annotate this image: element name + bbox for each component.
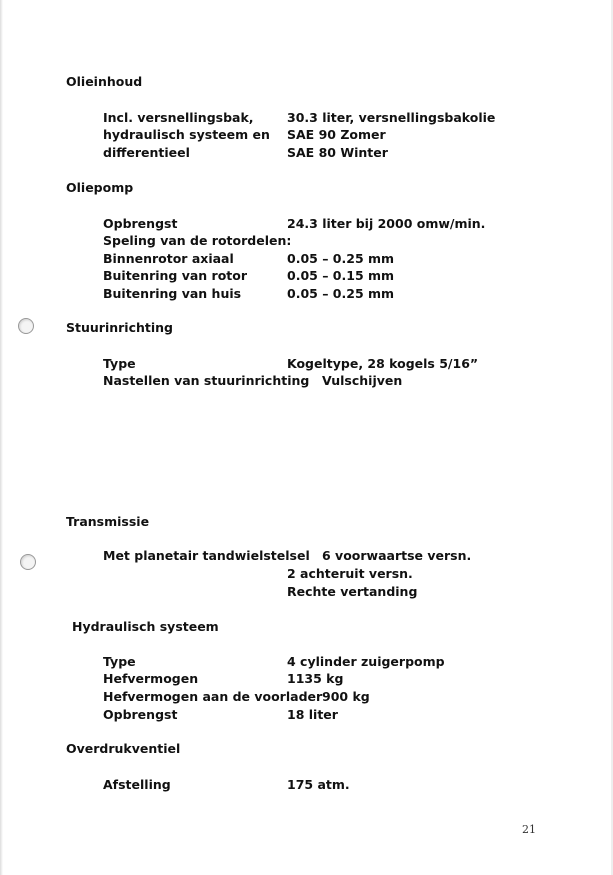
hydraulisch-value-2: 1135 kg [287,671,344,686]
oliepomp-value-5: 0.05 – 0.25 mm [287,286,395,301]
hydraulisch-label-3: Hefvermogen aan de voorlader [103,689,323,704]
stuurinrichting-value-2: Vulschijven [322,373,403,388]
page-number: 21 [522,823,536,836]
hydraulisch-label-4: Opbrengst [103,707,178,722]
heading-olieinhoud: Olieinhoud [66,74,143,89]
heading-oliepomp: Oliepomp [66,180,134,195]
olieinhoud-value-3: SAE 80 Winter [287,145,388,160]
oliepomp-label-1: Opbrengst [103,216,178,231]
heading-hydraulisch-systeem: Hydraulisch systeem [72,619,219,634]
oliepomp-value-4: 0.05 – 0.15 mm [287,268,395,283]
oliepomp-label-2: Speling van de rotordelen: [103,233,292,248]
oliepomp-label-3: Binnenrotor axiaal [103,251,234,266]
olieinhoud-value-2: SAE 90 Zomer [287,127,386,142]
hydraulisch-label-2: Hefvermogen [103,671,199,686]
hydraulisch-value-3: 900 kg [322,689,370,704]
oliepomp-label-5: Buitenring van huis [103,286,242,301]
olieinhoud-label-3: differentieel [103,145,190,160]
scan-edge-left [0,0,3,875]
heading-transmissie: Transmissie [66,514,150,529]
punch-hole-top [18,318,34,334]
transmissie-value-1: 6 voorwaartse versn. [322,548,472,563]
hydraulisch-value-4: 18 liter [287,707,338,722]
transmissie-value-2: 2 achteruit versn. [287,566,413,581]
stuurinrichting-label-2: Nastellen van stuurinrichting [103,373,310,388]
overdrukventiel-label-1: Afstelling [103,777,171,792]
oliepomp-label-4: Buitenring van rotor [103,268,248,283]
heading-stuurinrichting: Stuurinrichting [66,320,173,335]
olieinhoud-label-1: Incl. versnellingsbak, [103,110,254,125]
oliepomp-value-1: 24.3 liter bij 2000 omw/min. [287,216,486,231]
overdrukventiel-value-1: 175 atm. [287,777,350,792]
heading-overdrukventiel: Overdrukventiel [66,741,181,756]
stuurinrichting-label-1: Type [103,356,136,371]
oliepomp-value-3: 0.05 – 0.25 mm [287,251,395,266]
punch-hole-bottom [20,554,36,570]
olieinhoud-label-2: hydraulisch systeem en [103,127,270,142]
olieinhoud-value-1: 30.3 liter, versnellingsbakolie [287,110,496,125]
stuurinrichting-value-1: Kogeltype, 28 kogels 5/16” [287,356,479,371]
transmissie-label: Met planetair tandwielstelsel [103,548,310,563]
hydraulisch-label-1: Type [103,654,136,669]
hydraulisch-value-1: 4 cylinder zuigerpomp [287,654,445,669]
transmissie-value-3: Rechte vertanding [287,584,418,599]
